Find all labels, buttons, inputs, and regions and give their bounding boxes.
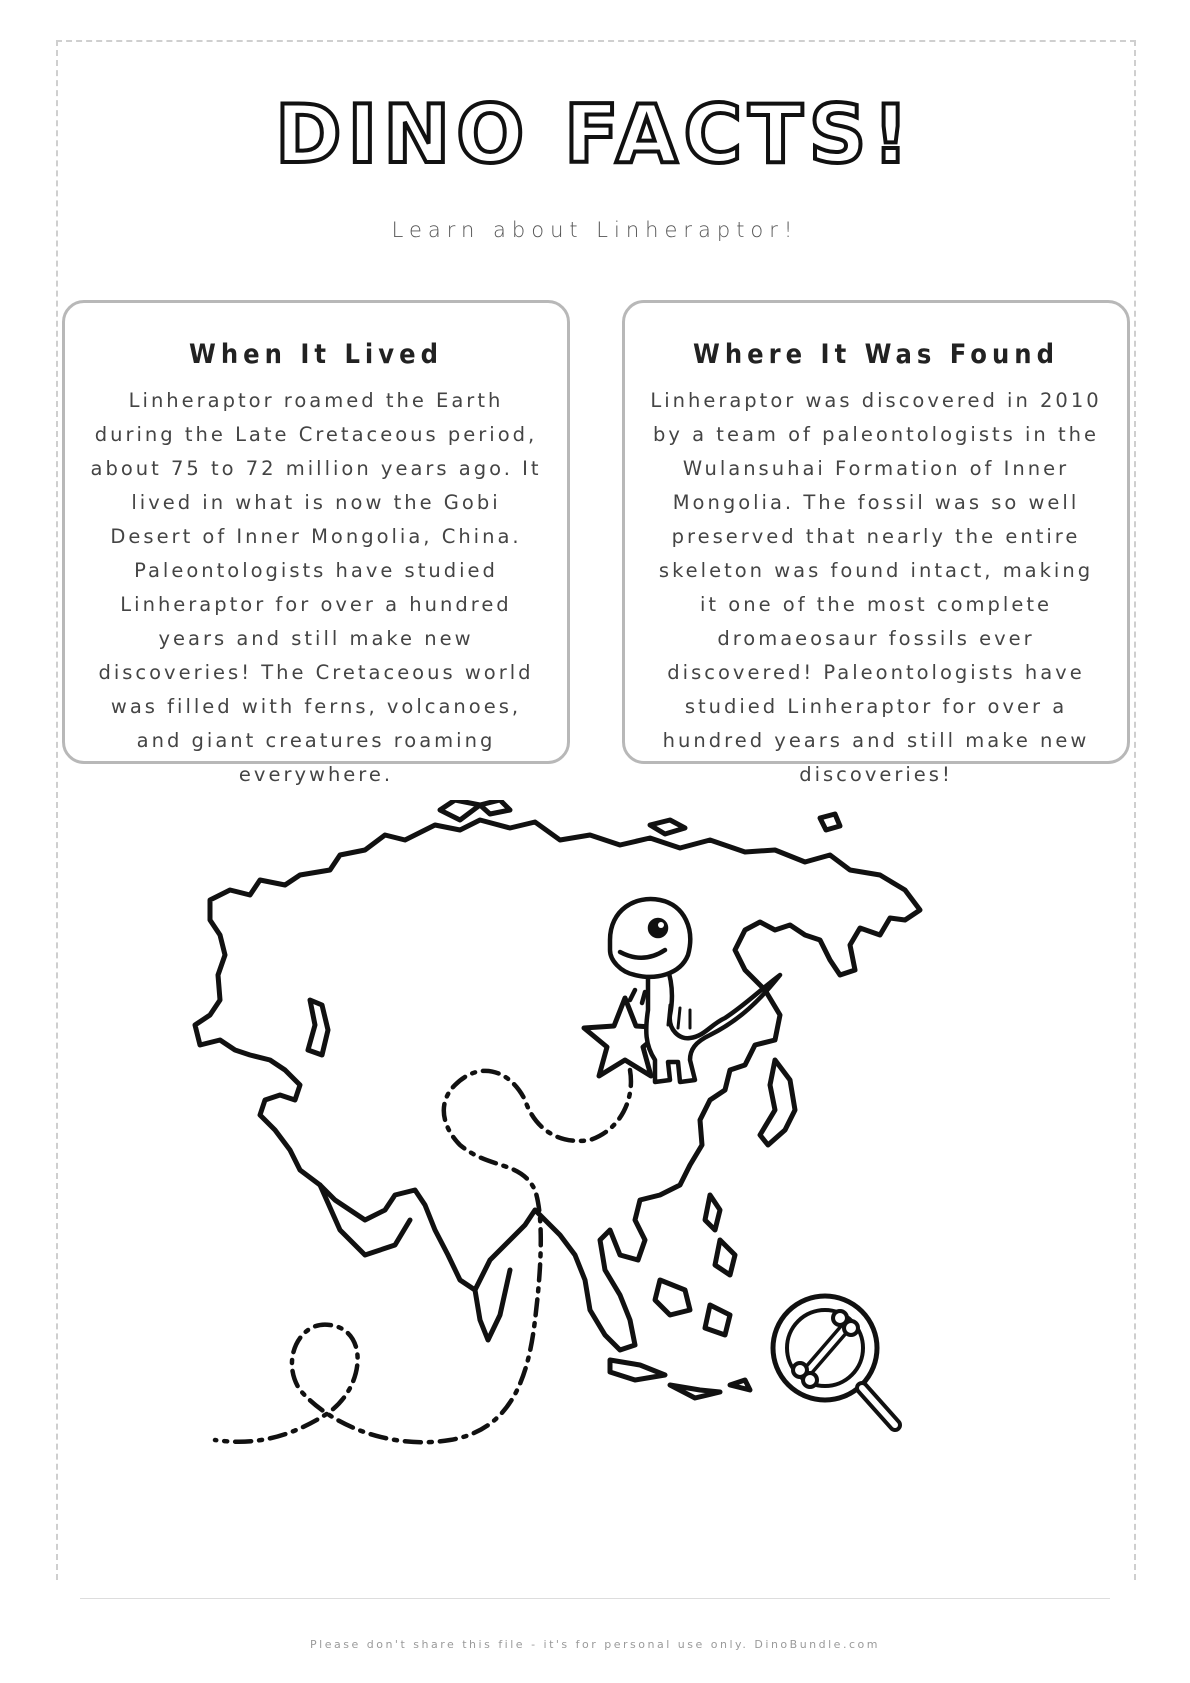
fact-card-when [62,300,570,786]
page-subtitle: Learn about Linheraptor! [391,218,799,242]
fact-card-heading: When It Lived [189,339,443,370]
asia-map-outline [195,820,920,1350]
dashed-trail [215,1070,631,1442]
fact-card-body: Linheraptor was discovered in 2010 by a team of paleontologists in the Wulansuhai Formation of Inner Mongolia. The fossil was so well preserved that nearly the entire skeleton was found intact, making it one of the most complete dromaeosaur fossils ever discovered! Paleontologists have studied Linheraptor for over a hundred years and still make new discoveries! [650,389,1102,786]
footer-divider [80,1598,1110,1599]
footer-note: Please don't share this file - it's for personal use only. DinoBundle.com [310,1638,880,1651]
fact-card-where [622,300,1130,786]
fact-card-body: Linheraptor roamed the Earth during the Late Cretaceous period, about 75 to 72 million years ago. It lived in what is now the Gobi Desert of Inner Mongolia, China. Paleontologists have studied Linheraptor for over a hundred years and still make new discoveries! The Cretaceous world was filled with ferns, volcanoes, and giant creatures roaming everywhere. [90,389,542,786]
magnifier-bone-icon [773,1296,895,1425]
asia-map-illustration [190,800,1020,1570]
fact-card-heading: Where It Was Found [693,339,1059,370]
page-title: DINO FACTS! [275,88,915,181]
